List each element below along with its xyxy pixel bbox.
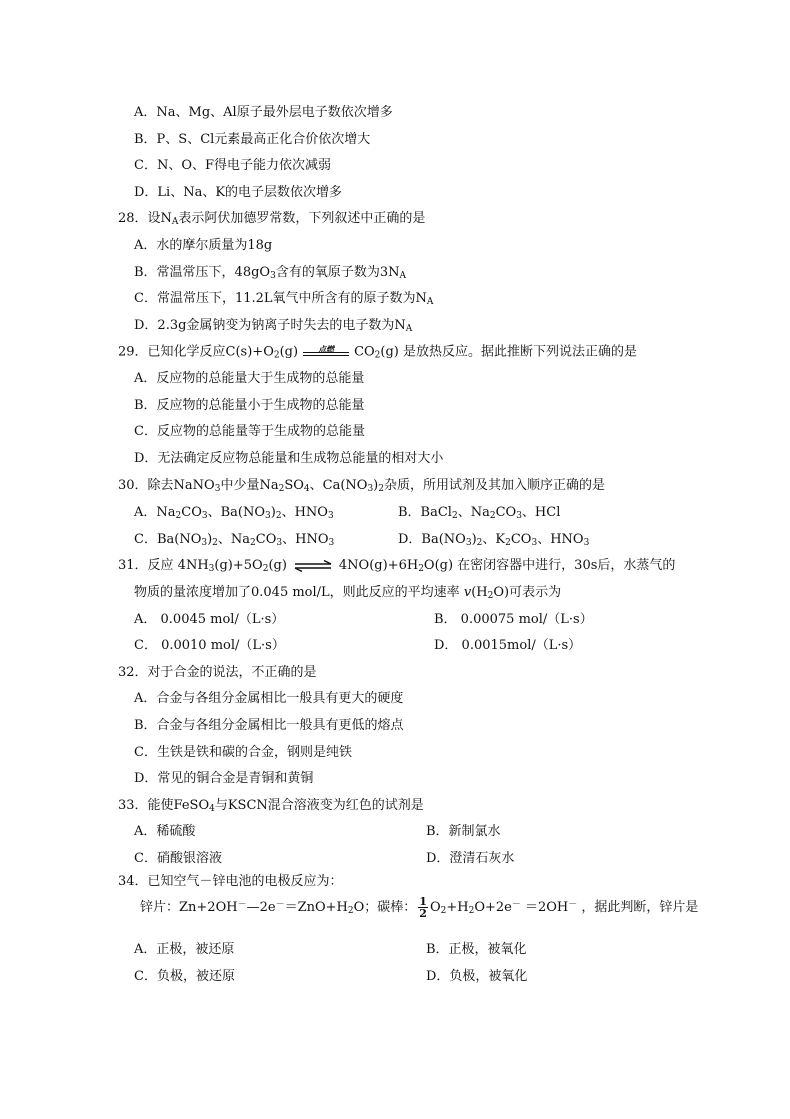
q30-option-c: C．$Ba(NO_3)_2$、$Na_2CO_3$、$HNO_3$ (134, 532, 335, 548)
q34-equations: 锌片：$Zn+2OH^-—2e^-=ZnO+H_2O$；碳棒： $\frac{1}{2}$ $O_2+H_2O+2e^- =2OH^-$ ，据此判断，锌片是 (140, 895, 699, 920)
q33-stem: 33．能使FeSO$_4$与KSCN混合溶液变为红色的试剂是 (118, 798, 424, 814)
q28-option-d: D．2.3g金属钠变为钠离子时失去的电子数为$N_A$ (134, 318, 413, 334)
ignition-label: 点燃 (318, 344, 335, 354)
q27-option-d: D．Li、Na、K的电子层数依次增多 (134, 185, 343, 200)
q27-option-c: C．N、O、F得电子能力依次减弱 (134, 158, 331, 173)
q31-option-c: C． 0.0010 mol/（L·s） (134, 638, 285, 653)
q32-stem: 32．对于合金的说法，不正确的是 (118, 665, 317, 680)
q32-option-b: B．合金与各组分金属相比一般具有更低的熔点 (134, 718, 404, 733)
equilibrium-arrow-icon (293, 560, 333, 572)
q31-option-d: D． 0.0015mol/（L·s） (434, 638, 582, 653)
q34-option-a: A．正极，被还原 (134, 942, 235, 957)
q32-option-d: D．常见的铜合金是青铜和黄铜 (134, 771, 314, 786)
q33-option-c: C．硝酸银溶液 (134, 851, 222, 866)
q33-option-a: A．稀硫酸 (134, 824, 196, 839)
q34-stem: 34．已知空气－锌电池的电极反应为： (118, 874, 343, 889)
q30-option-d: D．$Ba(NO_3)_2$、$K_2CO_3$、$HNO_3$ (398, 532, 590, 548)
q29-option-b: B．反应物的总能量小于生成物的总能量 (134, 398, 365, 413)
q34-option-b: B．正极，被氧化 (426, 942, 527, 957)
q34-option-d: D．负极，被氧化 (426, 969, 528, 984)
q31-stem-line2: 物质的量浓度增加了0.045 mol/L，则此反应的平均速率 $v(H_2O)$可表示为 (134, 585, 562, 601)
q28-option-a: A．水的摩尔质量为18g (134, 238, 273, 253)
q34-option-c: C．负极，被还原 (134, 969, 235, 984)
q30-stem: 30．除去NaNO$_3$中少量$Na_2SO_4$、$Ca(NO_3)_2$杂质，所用试剂及其加入顺序正确的是 (118, 478, 605, 494)
q29-option-d: D．无法确定反应物总能量和生成物总能量的相对大小 (134, 451, 444, 466)
q27-option-a: A．Na、Mg、Al原子最外层电子数依次增多 (134, 105, 393, 120)
q29-option-c: C．反应物的总能量等于生成物的总能量 (134, 424, 365, 439)
q30-option-b: B．BaCl$_2$、$Na_2CO_3$、HCl (398, 505, 561, 521)
q32-option-c: C．生铁是铁和碳的合金，钢则是纯铁 (134, 745, 352, 760)
q31-stem: 31．反应 $4NH_3(g)+5O_2(g)$ $4NO(g)+6H_2O(g)$ 在密闭容器中进行，30s后，水蒸气的 (118, 558, 676, 574)
q33-option-b: B．新制氯水 (426, 824, 501, 839)
one-half-fraction: $\frac{1}{2}$ (419, 895, 427, 920)
q31-option-a: A． 0.0045 mol/（L·s） (134, 612, 285, 627)
q31-option-b: B． 0.00075 mol/（L·s） (434, 612, 593, 627)
q29-option-a: A．反应物的总能量大于生成物的总能量 (134, 371, 365, 386)
q32-option-a: A．合金与各组分金属相比一般具有更大的硬度 (134, 691, 404, 706)
q33-option-d: D．澄清石灰水 (426, 851, 515, 866)
q28-option-c: C．常温常压下，11.2L氧气中所含有的原子数为$N_A$ (134, 291, 434, 307)
q28-stem: 28．设$N_A$表示阿伏加德罗常数，下列叙述中正确的是 (118, 211, 426, 227)
ignition-arrow-icon (301, 343, 351, 361)
q28-option-b: B．常温常压下，$48gO_3$含有的氧原子数为$3N_A$ (134, 265, 406, 281)
q30-option-a: A．$Na_2CO_3$、$Ba(NO_3)_2$、$HNO_3$ (134, 505, 334, 521)
q29-stem: 29．已知化学反应$C(s)+O_2(g)$ 点燃 $CO_2(g)$ 是放热反应。据此推断下列说法正确的是 (118, 343, 637, 362)
q27-option-b: B．P、S、Cl元素最高正化合价依次增大 (134, 132, 371, 147)
